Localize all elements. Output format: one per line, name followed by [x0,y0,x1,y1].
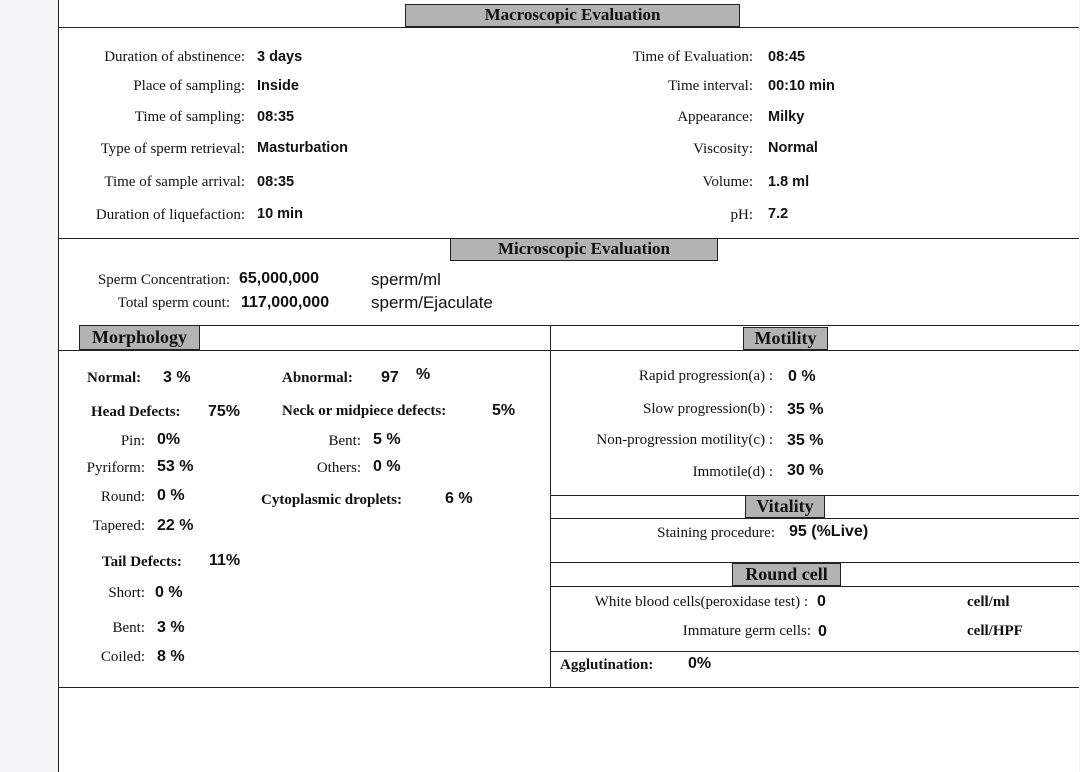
wbc-unit: cell/ml [967,594,1010,610]
interval-label: Time interval: [668,78,753,94]
agglutination-value: 0% [688,655,712,672]
appearance-value: Milky [768,109,805,125]
pyriform-value: 53 % [157,458,194,475]
short-value: 0 % [155,584,183,601]
round-cell-header-line [550,586,1079,587]
volume-value: 1.8 ml [768,174,810,190]
vitality-title: Vitality [745,495,825,518]
bottom-line [59,687,1079,688]
slow-progression-label: Slow progression(b) : [643,401,773,417]
time-sampling-label: Time of sampling: [134,109,245,125]
non-progression-label: Non-progression motility(c) : [596,432,773,448]
normal-label: Normal: [87,370,142,386]
immotile-value: 30 % [787,462,824,479]
head-defects-label: Head Defects: [91,404,181,420]
neck-defects-label: Neck or midpiece defects: [282,403,447,419]
rapid-progression-label: Rapid progression(a) : [638,368,773,384]
tapered-value: 22 % [157,517,194,534]
tail-bent-label: Bent: [112,620,145,636]
time-sampling-value: 08:35 [257,109,295,125]
appearance-label: Appearance: [677,109,753,125]
round-cell-title: Round cell [732,563,841,586]
morphology-title: Morphology [79,325,200,350]
round-value: 0 % [157,487,185,504]
macroscopic-title: Macroscopic Evaluation [405,4,740,27]
abstinence-label: Duration of abstinence: [104,49,245,65]
report-page [58,0,1079,772]
concentration-unit: sperm/ml [371,270,441,289]
wbc-value: 0 [817,593,826,610]
wbc-label: White blood cells(peroxidase test) : [594,594,808,610]
abstinence-value: 3 days [257,49,303,65]
immature-value: 0 [818,623,827,640]
coiled-label: Coiled: [100,649,145,665]
coiled-value: 8 % [157,648,185,665]
slow-progression-value: 35 % [787,401,824,418]
neck-defects-value: 5% [492,402,516,419]
evaluation-time-label: Time of Evaluation: [632,49,753,65]
others-value: 0 % [373,458,401,475]
pyriform-label: Pyriform: [86,460,145,476]
pin-label: Pin: [120,433,145,449]
total-count-unit: sperm/Ejaculate [371,293,493,312]
arrival-value: 08:35 [257,174,295,190]
concentration-label: Sperm Concentration: [97,272,230,288]
liquefaction-label: Duration of liquefaction: [95,207,245,223]
viscosity-value: Normal [768,140,818,156]
vitality-header-line [550,518,1079,519]
normal-value: 3 % [163,369,191,386]
immotile-label: Immotile(d) : [692,464,773,480]
place-value: Inside [257,78,299,94]
neck-bent-value: 5 % [373,431,401,448]
total-count-value: 117,000,000 [241,294,330,311]
rapid-progression-value: 0 % [788,368,816,385]
abnormal-value: 97 [381,369,399,386]
retrieval-label: Type of sperm retrieval: [100,141,245,157]
immature-unit: cell/HPF [967,623,1023,639]
immature-label: Immature germ cells: [682,623,811,639]
staining-label: Staining procedure: [657,525,775,541]
ph-label: pH: [730,207,753,223]
morphology-header-line [59,350,1079,351]
non-progression-value: 35 % [787,432,824,449]
agglutination-line [550,651,1079,652]
arrival-label: Time of sample arrival: [104,174,245,190]
ph-value: 7.2 [768,206,789,222]
place-label: Place of sampling: [133,78,245,94]
staining-value: 95 (%Live) [789,523,869,540]
center-divider [550,325,551,687]
microscopic-title: Microscopic Evaluation [450,238,718,261]
tail-defects-value: 11% [209,552,241,569]
evaluation-time-value: 08:45 [768,49,806,65]
agglutination-label: Agglutination: [560,657,654,673]
others-label: Others: [316,460,361,476]
tapered-label: Tapered: [92,518,145,534]
abnormal-label: Abnormal: [282,370,353,386]
motility-title: Motility [743,327,828,350]
concentration-value: 65,000,000 [239,270,320,287]
pin-value: 0% [157,431,181,448]
neck-bent-label: Bent: [328,433,361,449]
interval-value: 00:10 min [768,78,835,94]
retrieval-value: Masturbation [257,140,349,156]
cytoplasmic-label: Cytoplasmic droplets: [261,492,402,508]
abnormal-unit: % [416,366,431,383]
morphology-top-line [79,325,1079,326]
volume-label: Volume: [702,174,753,190]
tail-defects-label: Tail Defects: [102,554,182,570]
viscosity-label: Viscosity: [693,141,753,157]
round-label: Round: [100,489,145,505]
cytoplasmic-value: 6 % [445,490,473,507]
top-divider [59,27,1079,28]
total-count-label: Total sperm count: [117,295,230,311]
head-defects-value: 75% [208,403,241,420]
short-label: Short: [108,585,145,601]
liquefaction-value: 10 min [257,206,303,222]
tail-bent-value: 3 % [157,619,185,636]
